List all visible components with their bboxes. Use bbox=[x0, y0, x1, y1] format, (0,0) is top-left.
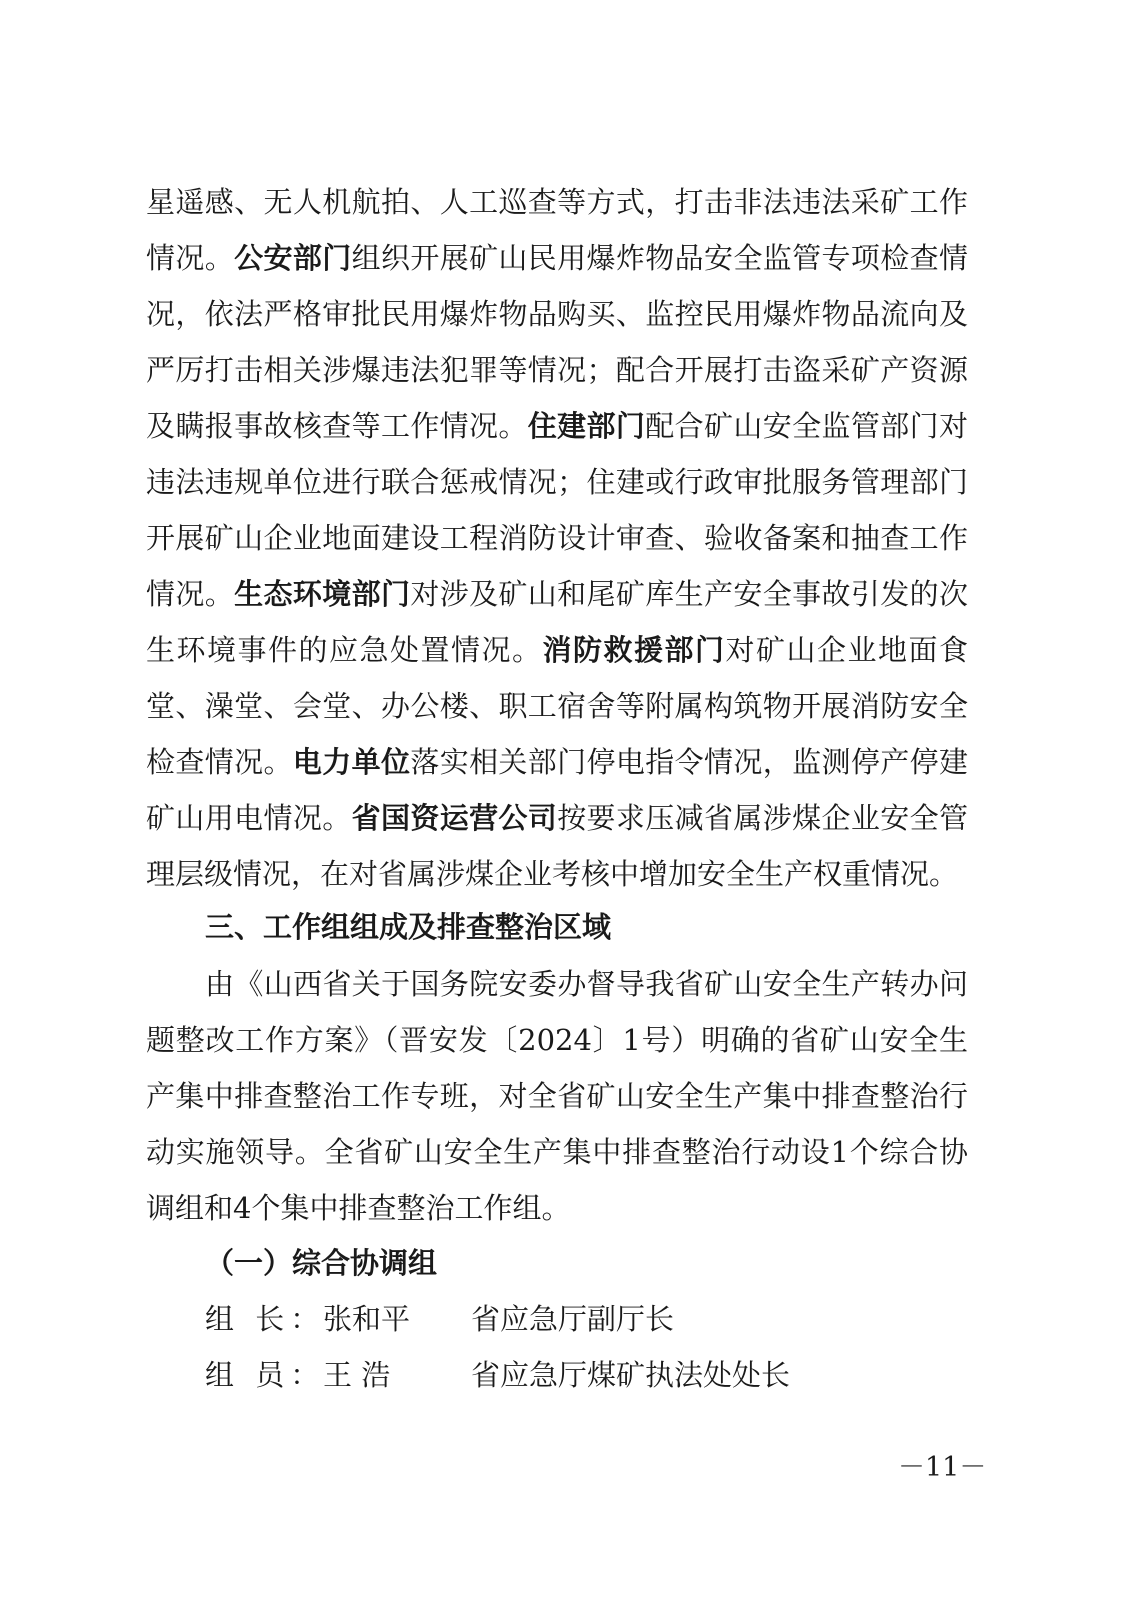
text-line bbox=[146, 735, 968, 789]
bold-department-name: 电力单位 bbox=[292, 745, 411, 779]
text-segment: 配合矿山安全监管部门对 bbox=[645, 409, 968, 443]
bold-department-name: 公安部门 bbox=[234, 241, 352, 275]
text-line bbox=[146, 343, 968, 397]
text-segment: 对涉及矿山和尾矿库生产安全事故引发的次 bbox=[410, 577, 968, 611]
member-row bbox=[205, 1348, 790, 1402]
bold-department-name: 生态环境部门 bbox=[234, 577, 411, 611]
text-segment: 落实相关部门停电指令情况，监测停产停建 bbox=[410, 745, 968, 779]
text-segment: 组织开展矿山民用爆炸物品安全监管专项检查情 bbox=[351, 241, 968, 275]
text-segment: 对矿山企业地面食 bbox=[725, 633, 968, 667]
member-role: 组 员： bbox=[205, 1358, 326, 1392]
text-segment: 题整改工作方案》（晋安发〔2024〕1号）明确的省矿山安全生 bbox=[146, 1023, 968, 1057]
text-line bbox=[146, 511, 968, 565]
text-segment: 开展矿山企业地面建设工程消防设计审查、验收备案和抽查工作 bbox=[146, 521, 968, 555]
text-segment: 严厉打击相关涉爆违法犯罪等情况；配合开展打击盗采矿产资源 bbox=[146, 353, 968, 387]
text-segment: 动实施领导。全省矿山安全生产集中排查整治行动设1个综合协 bbox=[146, 1135, 968, 1169]
text-line bbox=[146, 1069, 968, 1123]
text-segment: 按要求压减省属涉煤企业安全管 bbox=[557, 801, 968, 835]
text-segment: 违法违规单位进行联合惩戒情况；住建或行政审批服务管理部门 bbox=[146, 465, 968, 499]
text-line bbox=[146, 1181, 968, 1235]
text-line bbox=[146, 679, 968, 733]
text-segment: 调组和4个集中排查整治工作组。 bbox=[146, 1191, 571, 1225]
text-segment: 产集中排查整治工作专班，对全省矿山安全生产集中排查整治行 bbox=[146, 1079, 968, 1113]
text-segment: 及瞒报事故核查等工作情况。 bbox=[146, 409, 528, 443]
subsection-heading: （一）综合协调组 bbox=[205, 1246, 438, 1280]
bold-department-name: 消防救援部门 bbox=[542, 633, 726, 667]
text-segment: 理层级情况，在对省属涉煤企业考核中增加安全生产权重情况。 bbox=[146, 857, 959, 891]
member-row bbox=[205, 1292, 674, 1346]
text-line bbox=[146, 231, 968, 285]
text-segment: 情况。 bbox=[146, 577, 235, 611]
text-segment: 星遥感、无人机航拍、人工巡查等方式，打击非法违法采矿工作 bbox=[146, 185, 968, 219]
text-segment: 生环境事件的应急处置情况。 bbox=[146, 633, 543, 667]
text-line bbox=[146, 847, 968, 901]
member-name: 王 浩 bbox=[323, 1358, 391, 1392]
bold-department-name: 省国资运营公司 bbox=[351, 801, 558, 835]
member-name: 张和平 bbox=[323, 1302, 411, 1336]
member-title: 省应急厅副厅长 bbox=[471, 1302, 675, 1336]
text-line bbox=[205, 957, 968, 1011]
text-segment: 况，依法严格审批民用爆炸物品购买、监控民用爆炸物品流向及 bbox=[146, 297, 968, 331]
text-line bbox=[146, 399, 968, 453]
text-line bbox=[146, 287, 968, 341]
text-segment: 堂、澡堂、会堂、办公楼、职工宿舍等附属构筑物开展消防安全 bbox=[146, 689, 968, 723]
text-line bbox=[146, 1013, 968, 1067]
text-segment: 情况。 bbox=[146, 241, 235, 275]
text-line bbox=[146, 175, 968, 229]
section-heading: 三、工作组组成及排查整治区域 bbox=[205, 910, 612, 944]
text-line bbox=[146, 623, 968, 677]
text-line bbox=[146, 791, 968, 845]
member-title: 省应急厅煤矿执法处处长 bbox=[471, 1358, 791, 1392]
text-line bbox=[146, 455, 968, 509]
text-line bbox=[146, 1125, 968, 1179]
bold-department-name: 住建部门 bbox=[527, 409, 646, 443]
text-segment: 检查情况。 bbox=[146, 745, 293, 779]
member-role: 组 长： bbox=[205, 1302, 326, 1336]
text-line bbox=[146, 567, 968, 621]
text-segment: 矿山用电情况。 bbox=[146, 801, 352, 835]
page-number: －11－ bbox=[898, 1452, 987, 1483]
text-segment: 由《山西省关于国务院安委办督导我省矿山安全生产转办问 bbox=[205, 967, 968, 1001]
